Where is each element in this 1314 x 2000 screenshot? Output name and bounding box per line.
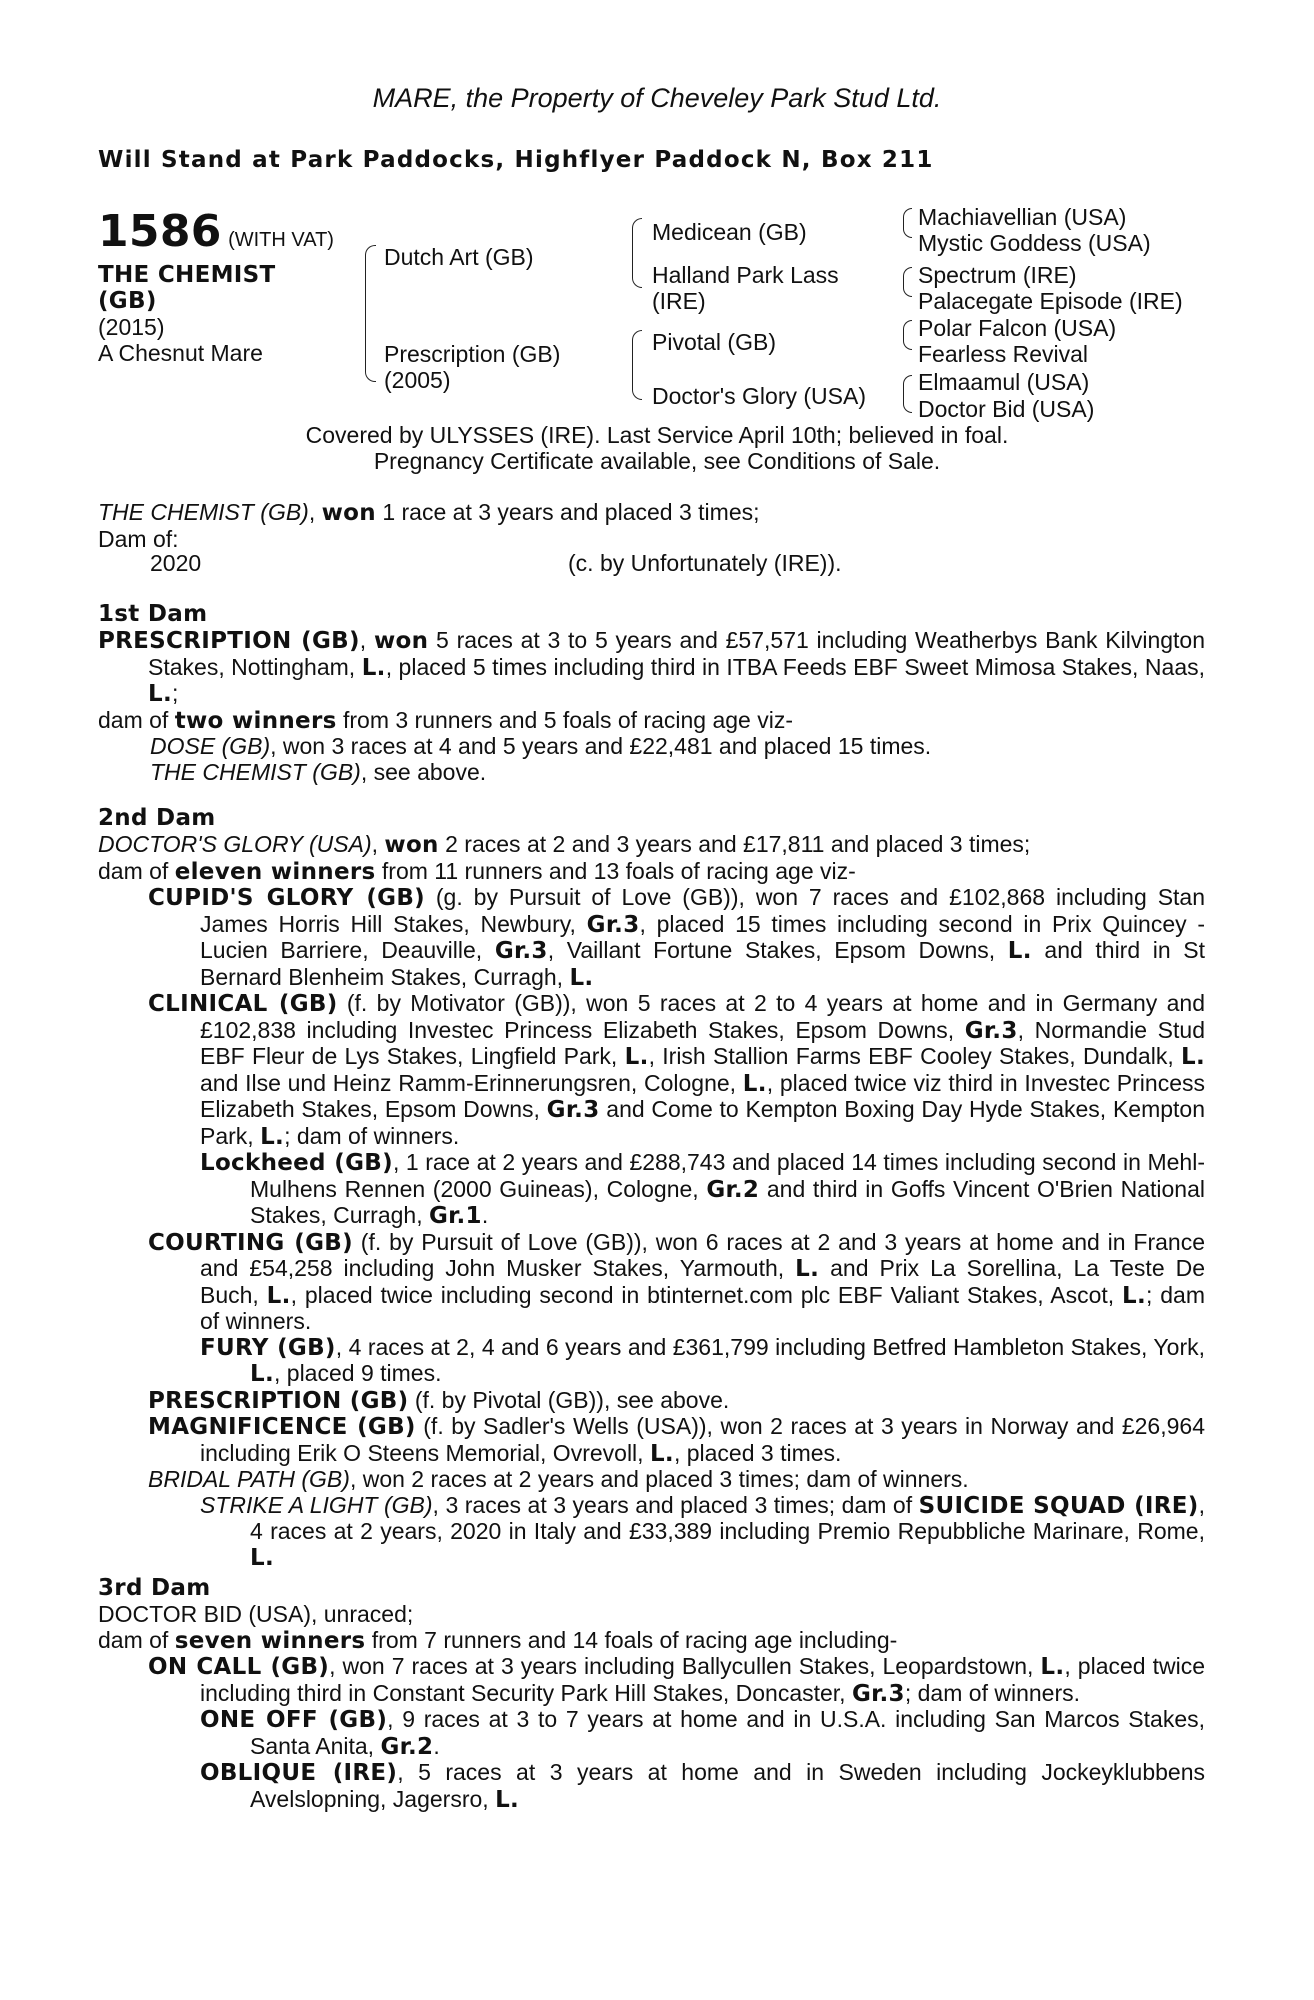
- pedigree-dam-sire: Pivotal (GB): [652, 329, 776, 355]
- pedigree-dam: Prescription (GB): [384, 341, 561, 367]
- pedigree-sire-dam: Halland Park Lass: [652, 262, 839, 288]
- horse-name-country: (GB): [98, 288, 157, 314]
- won-label: won: [321, 500, 376, 526]
- pedigree-dds: Elmaamul (USA): [918, 369, 1090, 395]
- dam-of-label: Dam of:: [98, 525, 179, 552]
- third-dam-heading: 3rd Dam: [98, 1575, 211, 1601]
- progeny-entry: ON CALL (GB), won 7 races at 3 years including Ballycullen Stakes, Leopardstown, L., placed twice including third in Constant Security Park Hill Stakes, Doncaster, Gr.3; dam of winners.: [148, 1653, 1205, 1707]
- covered-note: Covered by ULYSSES (IRE). Last Service April 10th; believed in foal.: [305, 422, 1009, 448]
- second-dam-section: DOCTOR'S GLORY (USA), won 2 races at 2 and 3 years and £17,811 and placed 3 times; dam of eleven winners from 11 runners and 13 foals of racing age viz- CUPID'S GLORY (GB) (g. by Pursuit of Love (GB)), won 7 races and £102,868 including Stan James Horris Hill Stakes, Newbury, Gr.3, placed 15 times including second in Prix Quincey - Lucien Barriere, Deauville, Gr.3, Vaillant Fortune Stakes, Epsom Downs, L. and third in St Bernard Blenheim Stakes, Curragh, L. CLINICAL (GB) (f. by Motivator (GB)), won 5 races at 2 to 4 years at home and in Germany and £102,838 including Investec Princess Elizabeth Stakes, Epsom Downs, Gr.3, Normandie Stud EBF Fleur de Lys Stakes, Lingfield Park, L., Irish Stallion Farms EBF Cooley Stakes, Dundalk, L. and Ilse und Heinz Ramm-Erinnerungsren, Cologne, L., placed twice viz third in Investec Princess Elizabeth Stakes, Epsom Downs, Gr.3 and Come to Kempton Boxing Day Hyde Stakes, Kempton Park, L.; dam of winners. Lockheed (GB), 1 race at 2 years and £288,743 and placed 14 times including second in Mehl-Mulhens Rennen (2000 Guineas), Cologne, Gr.2 and third in Goffs Vincent O'Brien National Stakes, Curragh, Gr.1. COURTING (GB) (f. by Pursuit of Love (GB)), won 6 races at 2 and 3 years at home and in France and £54,258 including John Musker Stakes, Yarmouth, L. and Prix La Sorellina, La Teste De Buch, L., placed twice including second in btinternet.com plc EBF Valiant Stakes, Ascot, L.; dam of winners. FURY (GB), 4 races at 2, 4 and 6 years and £361,799 including Betfred Hambleton Stakes, York, L., placed 9 times. PRESCRIPTION (GB) (f. by Pivotal (GB)), see above. MAGNIFICENCE (GB) (f. by Sadler's Wells (USA)), won 2 races at 3 years in Norway and £26,964 including Erik O Steens Memorial, Ovrevoll, L., placed 3 times. BRIDAL PATH (GB), won 2 races at 2 years and placed 3 times; dam of winners. STRIKE A LIGHT (GB), 3 races at 3 years and placed 3 times; dam of SUICIDE SQUAD (IRE), 4 races at 2 years, 2020 in Italy and £33,389 including Premio Repubbliche Marinare, Rome, L.: [98, 831, 1206, 1571]
- progeny-entry: CLINICAL (GB) (f. by Motivator (GB)), won 5 races at 2 to 4 years at home and in Germany and £102,838 including Investec Princess Elizabeth Stakes, Epsom Downs, Gr.3, Normandie Stud EBF Fleur de Lys Stakes, Lingfield Park, L., Irish Stallion Farms EBF Cooley Stakes, Dundalk, L. and Ilse und Heinz Ramm-Erinnerungsren, Cologne, L., placed twice viz third in Investec Princess Elizabeth Stakes, Epsom Downs, Gr.3 and Come to Kempton Boxing Day Hyde Stakes, Kempton Park, L.; dam of winners.: [148, 990, 1206, 1150]
- pedigree-sds: Spectrum (IRE): [918, 262, 1077, 288]
- pedigree-dam-year: (2005): [384, 367, 451, 393]
- page-title: MARE, the Property of Cheveley Park Stud Ltd.: [372, 83, 942, 113]
- progeny-entry: COURTING (GB) (f. by Pursuit of Love (GB)), won 6 races at 2 and 3 years at home and in France and £54,258 including John Musker Stakes, Yarmouth, L. and Prix La Sorellina, La Teste De Buch, L., placed twice including second in btinternet.com plc EBF Valiant Stakes, Ascot, L.; dam of winners.: [148, 1228, 1205, 1334]
- progeny-name: DOSE (GB): [150, 733, 271, 759]
- first-dam-section: PRESCRIPTION (GB), won 5 races at 3 to 5 years and £57,571 including Weatherbys Bank Kilvington Stakes, Nottingham, L., placed 5 times including third in ITBA Feeds EBF Sweet Mimosa Stakes, Naas, L.; dam of two winners from 3 runners and 5 foals of racing age viz- DOSE (GB), won 3 races at 4 and 5 years and £22,481 and placed 15 times. THE CHEMIST (GB), see above.: [98, 627, 1206, 785]
- pedigree-dss: Polar Falcon (USA): [918, 315, 1117, 341]
- horse-description: A Chesnut Mare: [98, 340, 263, 366]
- pedigree-brace: [903, 375, 912, 413]
- progeny-name: THE CHEMIST (GB): [150, 758, 361, 785]
- pedigree-sire-dam-country: (IRE): [652, 288, 706, 314]
- third-dam-name: DOCTOR BID (USA), unraced;: [98, 1601, 414, 1627]
- horse-name: THE CHEMIST: [98, 262, 276, 288]
- first-dam-name: PRESCRIPTION (GB): [98, 628, 360, 654]
- mare-record: THE CHEMIST (GB), won 1 race at 3 years and placed 3 times; Dam of:: [98, 500, 1198, 552]
- foal-year: 2020: [150, 550, 202, 576]
- progeny-entry: STRIKE A LIGHT (GB), 3 races at 3 years and placed 3 times; dam of SUICIDE SQUAD (IRE), 4 races at 2 years, 2020 in Italy and £33,389 including Premio Repubbliche Marinare, Rome, L.: [200, 1491, 1205, 1571]
- horse-year: (2015): [98, 314, 165, 340]
- pedigree-sss: Machiavellian (USA): [918, 204, 1127, 230]
- pedigree-brace: [903, 208, 912, 238]
- stand-location: Will Stand at Park Paddocks, Highflyer Paddock N, Box 211: [98, 147, 934, 173]
- lot-info: [98, 206, 334, 257]
- pregnancy-note: Pregnancy Certificate available, see Conditions of Sale.: [373, 448, 941, 474]
- progeny-entry: PRESCRIPTION (GB) (f. by Pivotal (GB)), see above.: [148, 1386, 730, 1414]
- mare-name: THE CHEMIST (GB): [98, 499, 309, 525]
- progeny-entry: BRIDAL PATH (GB), won 2 races at 2 years and placed 3 times; dam of winners.: [148, 1466, 969, 1492]
- progeny-entry: FURY (GB), 4 races at 2, 4 and 6 years and £361,799 including Betfred Hambleton Stakes, York, L., placed 9 times.: [200, 1333, 1206, 1387]
- pedigree-dam-dam: Doctor's Glory (USA): [652, 383, 866, 409]
- pedigree-dsd: Fearless Revival: [918, 341, 1088, 367]
- progeny-entry: Lockheed (GB), 1 race at 2 years and £288,743 and placed 14 times including second in Mehl-Mulhens Rennen (2000 Guineas), Cologne, Gr.2 and third in Goffs Vincent O'Brien National Stakes, Curragh, Gr.1.: [200, 1149, 1205, 1229]
- pedigree-sdd: Palacegate Episode (IRE): [918, 288, 1183, 314]
- progeny-entry: ONE OFF (GB), 9 races at 3 to 7 years at home and in U.S.A. including San Marcos Stakes, Santa Anita, Gr.2.: [200, 1706, 1206, 1760]
- mare-record-text: 1 race at 3 years and placed 3 times;: [375, 499, 760, 525]
- progeny-entry: OBLIQUE (IRE), 5 races at 3 years at home and in Sweden including Jockeyklubbens Avelslopning, Jagersro, L.: [200, 1759, 1205, 1813]
- pedigree-sire: Dutch Art (GB): [384, 244, 534, 270]
- second-dam-heading: 2nd Dam: [98, 805, 216, 831]
- first-dam-heading: 1st Dam: [98, 601, 208, 627]
- pedigree-brace: [632, 218, 642, 288]
- vat-note: (WITH VAT): [228, 229, 334, 251]
- pedigree-ddd: Doctor Bid (USA): [918, 396, 1095, 422]
- pedigree-brace: [365, 245, 376, 382]
- pedigree-brace: [632, 330, 642, 400]
- pedigree-brace: [903, 320, 912, 350]
- pedigree-brace: [903, 267, 912, 297]
- second-dam-name: DOCTOR'S GLORY (USA): [98, 831, 372, 857]
- progeny-entry: CUPID'S GLORY (GB) (g. by Pursuit of Love (GB)), won 7 races and £102,868 including Stan James Horris Hill Stakes, Newbury, Gr.3, placed 15 times including second in Prix Quincey - Lucien Barriere, Deauville, Gr.3, Vaillant Fortune Stakes, Epsom Downs, L. and third in St Bernard Blenheim Stakes, Curragh, L.: [148, 884, 1206, 991]
- pedigree-ssd: Mystic Goddess (USA): [918, 230, 1151, 256]
- pedigree-sire-sire: Medicean (GB): [652, 219, 807, 245]
- progeny-entry: MAGNIFICENCE (GB) (f. by Sadler's Wells (USA)), won 2 races at 3 years in Norway and £26,964 including Erik O Steens Memorial, Ovrevoll, L., placed 3 times.: [148, 1413, 1205, 1467]
- third-dam-section: DOCTOR BID (USA), unraced; dam of seven winners from 7 runners and 14 foals of racing age including- ON CALL (GB), won 7 races at 3 years including Ballycullen Stakes, Leopardstown, L., placed twice including third in Constant Security Park Hill Stakes, Doncaster, Gr.3; dam of winners. ONE OFF (GB), 9 races at 3 to 7 years at home and in U.S.A. including San Marcos Stakes, Santa Anita, Gr.2. OBLIQUE (IRE), 5 races at 3 years at home and in Sweden including Jockeyklubbens Avelslopning, Jagersro, L.: [98, 1601, 1206, 1813]
- lot-number: 1586: [98, 206, 222, 257]
- foal-description: (c. by Unfortunately (IRE)).: [568, 550, 842, 576]
